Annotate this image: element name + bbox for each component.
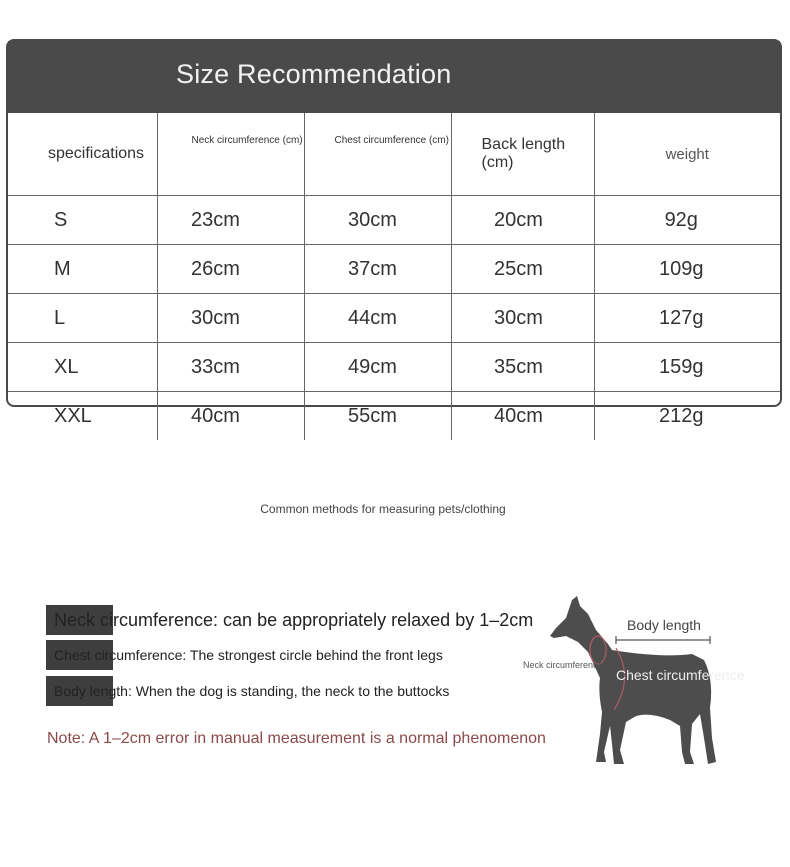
cell-neck: 26cm [157, 245, 304, 294]
table-row [8, 245, 780, 294]
cell-back-length: 40cm [451, 392, 594, 441]
cell-chest: 49cm [304, 343, 451, 392]
rule-chest-text: Chest circumference: The strongest circle behind the front legs [54, 647, 443, 663]
cell-back-length: 35cm [451, 343, 594, 392]
col-header-back-length: Back length (cm) [451, 113, 594, 196]
cell-size: S [8, 196, 157, 245]
cell-weight: 127g [594, 294, 780, 343]
cell-chest: 44cm [304, 294, 451, 343]
col-header-weight: weight [594, 113, 780, 196]
measurement-note: Note: A 1–2cm error in manual measurement is a normal phenomenon [47, 730, 546, 747]
diagram-label-neck: Neck circumference [523, 660, 603, 670]
cell-chest: 30cm [304, 196, 451, 245]
cell-weight: 92g [594, 196, 780, 245]
cell-neck: 33cm [157, 343, 304, 392]
cell-size: M [8, 245, 157, 294]
body-length-line [616, 636, 710, 644]
diagram-label-chest: Chest circumference [616, 667, 745, 683]
diagram-label-body-length: Body length [627, 617, 701, 633]
size-table-header [8, 41, 780, 113]
col-header-neck: Neck circumference (cm) [157, 113, 304, 196]
cell-size: L [8, 294, 157, 343]
size-table-title: Size Recommendation [176, 59, 452, 89]
cell-back-length: 30cm [451, 294, 594, 343]
cell-neck: 40cm [157, 392, 304, 441]
cell-chest: 37cm [304, 245, 451, 294]
size-table [8, 113, 780, 440]
cell-size: XXL [8, 392, 157, 441]
table-header-row [8, 113, 780, 196]
cell-weight: 159g [594, 343, 780, 392]
cell-weight: 212g [659, 404, 704, 427]
rule-body-length [46, 676, 449, 706]
table-row [8, 196, 780, 245]
cell-neck: 23cm [157, 196, 304, 245]
cell-back-length: 25cm [451, 245, 594, 294]
cell-neck: 30cm [157, 294, 304, 343]
cell-back-length: 20cm [451, 196, 594, 245]
rule-neck-text: Neck circumference: can be appropriately relaxed by 1–2cm [54, 609, 534, 630]
table-row [8, 294, 780, 343]
cell-weight: 109g [594, 245, 780, 294]
col-header-chest: Chest circumference (cm) [304, 113, 451, 196]
size-table-card [6, 39, 782, 427]
cell-chest: 55cm [304, 392, 451, 441]
rule-body-length-text: Body length: When the dog is standing, the neck to the buttocks [54, 683, 450, 699]
table-row [8, 392, 780, 441]
rule-neck [46, 605, 533, 635]
methods-title: Common methods for measuring pets/clothing [260, 502, 506, 516]
col-header-specifications: specifications [8, 113, 157, 196]
rule-chest [46, 640, 443, 670]
table-row [8, 343, 780, 392]
cell-size: XL [8, 343, 157, 392]
